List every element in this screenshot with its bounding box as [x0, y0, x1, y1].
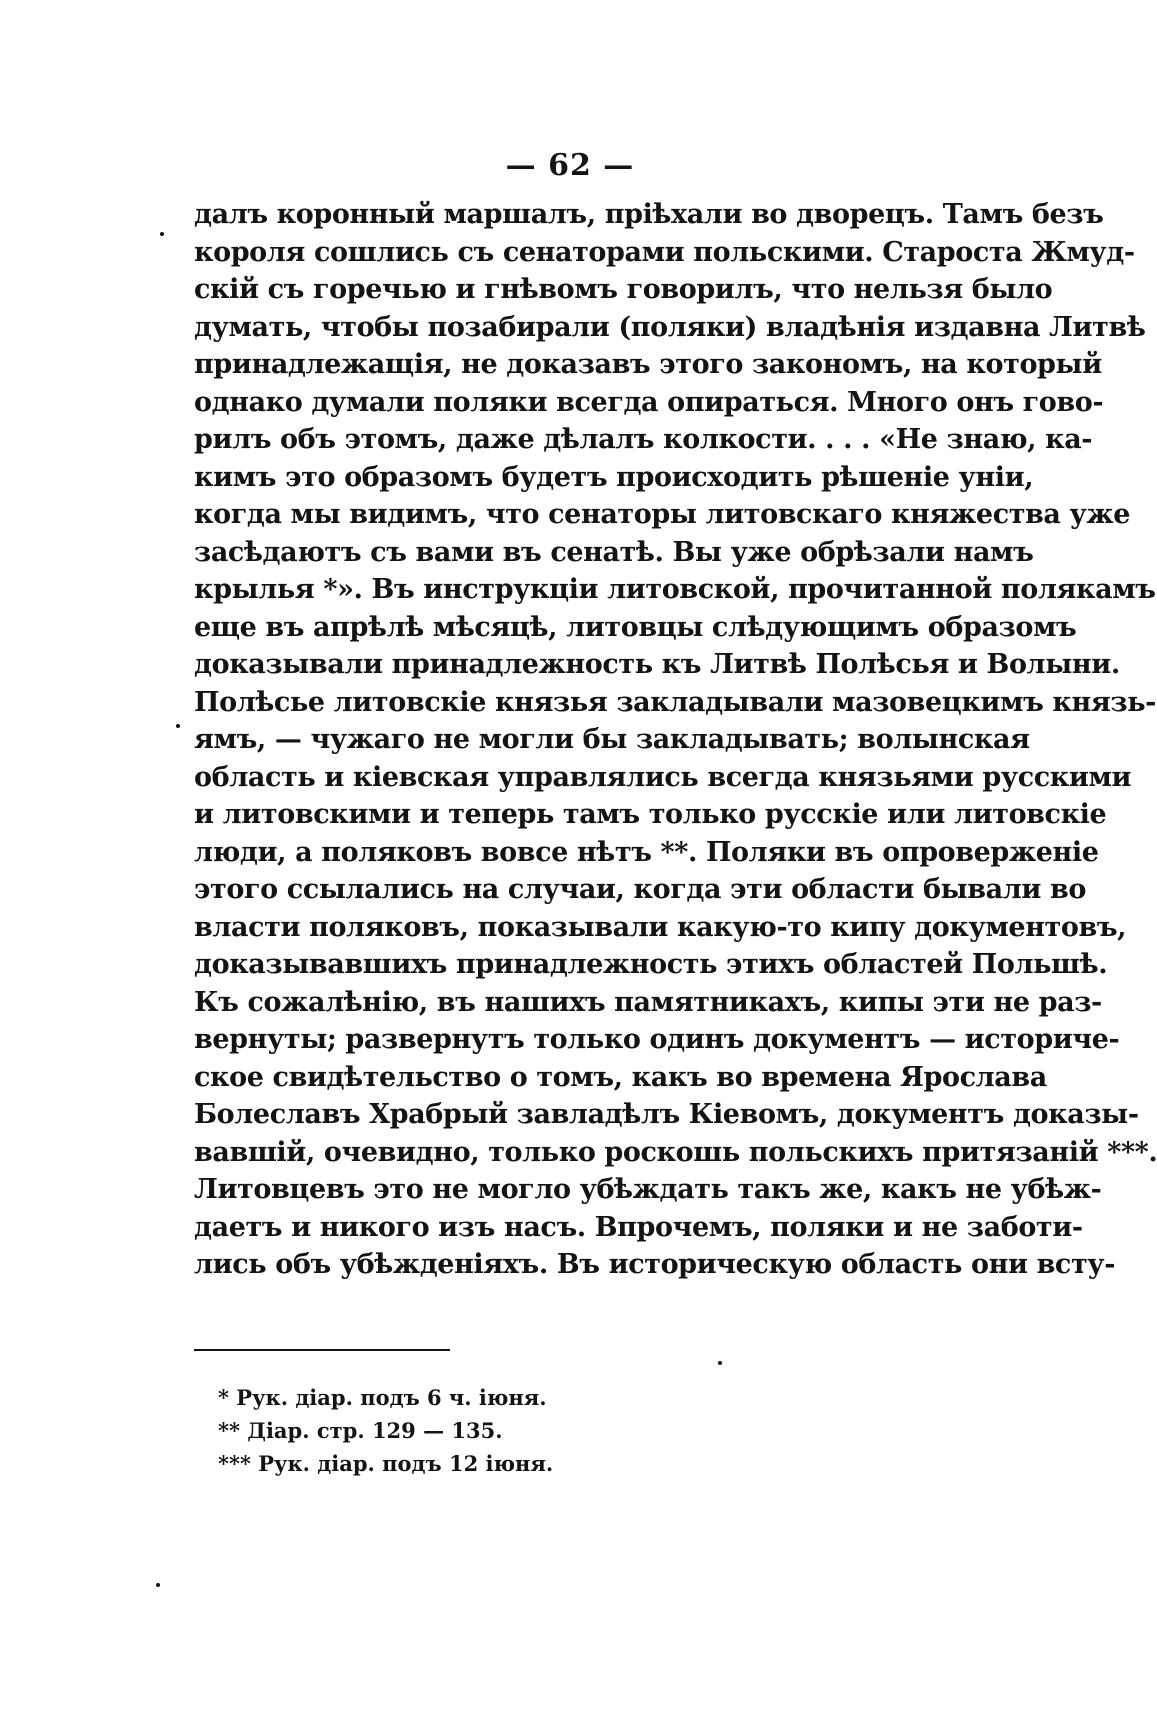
text-line: когда мы видимъ, что сенаторы литовскаго княжества уже [194, 499, 1131, 530]
footnote: * Рук. діар. подъ 6 ч. іюня. [218, 1385, 547, 1410]
footnote: *** Рук. діар. подъ 12 іюня. [218, 1451, 554, 1476]
footnotes [218, 1381, 553, 1480]
text-line: короля сошлись съ сенаторами польскими. Староста Жмуд- [194, 236, 1135, 268]
text-line: ямъ, — чужаго не могли бы закладывать; волынская [194, 724, 1030, 755]
print-speck [176, 724, 180, 728]
print-speck [160, 232, 164, 236]
print-speck [718, 1361, 722, 1365]
footnote: ** Діар. стр. 129 — 135. [218, 1418, 503, 1443]
print-speck [156, 1583, 160, 1587]
text-line: думать, чтобы позабирали (поляки) владѣнія издавна Литвѣ [194, 311, 1146, 343]
text-line: даетъ и никого изъ насъ. Впрочемъ, поляки и не заботи- [194, 1211, 1083, 1243]
text-line: крылья *». Въ инструкціи литовской, прочитанной полякамъ [194, 574, 1156, 605]
text-line: Болеславъ Храбрый завладѣлъ Кіевомъ, документъ доказы- [194, 1099, 1139, 1130]
text-line: этого ссылались на случаи, когда эти области бывали во [194, 874, 1086, 905]
text-line: однако думали поляки всегда опираться. Много онъ гово- [194, 386, 1104, 418]
text-line: скій съ горечью и гнѣвомъ говорилъ, что нельзя было [194, 274, 1053, 305]
text-line: принадлежащія, не доказавъ этого закономъ, на который [194, 349, 1102, 380]
text-line: засѣдаютъ съ вами въ сенатѣ. Вы уже обрѣзали намъ [194, 536, 1034, 568]
text-line: ское свидѣтельство о томъ, какъ во времена Ярослава [194, 1061, 1047, 1093]
text-line: лись объ убѣжденіяхъ. Въ историческую область они всту- [194, 1249, 1115, 1280]
footnote-divider [194, 1349, 450, 1351]
text-line: Полѣсье литовскіе князья закладывали мазовецкимъ князь- [194, 686, 1156, 718]
text-line: власти поляковъ, показывали какую-то кипу документовъ, [194, 911, 1127, 943]
text-line: Литовцевъ это не могло убѣждать такъ же, какъ не убѣж- [194, 1174, 1102, 1205]
text-line: еще въ апрѣлѣ мѣсяцѣ, литовцы слѣдующимъ образомъ [194, 611, 1077, 643]
page-number: — 62 — [505, 148, 635, 183]
body-text [194, 196, 1157, 1284]
text-line: область и кіевская управлялись всегда князьями русскими [194, 761, 1132, 793]
text-line: кимъ это образомъ будетъ происходить рѣшеніе уніи, [194, 461, 1034, 493]
text-line: Къ сожалѣнію, въ нашихъ памятникахъ, кипы эти не раз- [194, 986, 1102, 1018]
text-line: вавшій, очевидно, только роскошь польскихъ притязаній ***. [194, 1136, 1157, 1168]
text-line: и литовскими и теперь тамъ только русскіе или литовскіе [194, 799, 1107, 830]
text-line: доказывали принадлежность къ Литвѣ Полѣсья и Волыни. [194, 649, 1120, 680]
text-line: вернуты; развернутъ только одинъ документъ — историче- [194, 1024, 1120, 1055]
text-line: далъ коронный маршалъ, пріѣхали во дворецъ. Тамъ безъ [194, 199, 1104, 230]
text-line: рилъ объ этомъ, даже дѣлалъ колкости. . . . «Не знаю, ка- [194, 424, 1093, 455]
text-line: доказывавшихъ принадлежность этихъ областей Польшѣ. [194, 949, 1108, 980]
text-line: люди, а поляковъ вовсе нѣтъ **. Поляки въ опроверженіе [194, 836, 1099, 868]
